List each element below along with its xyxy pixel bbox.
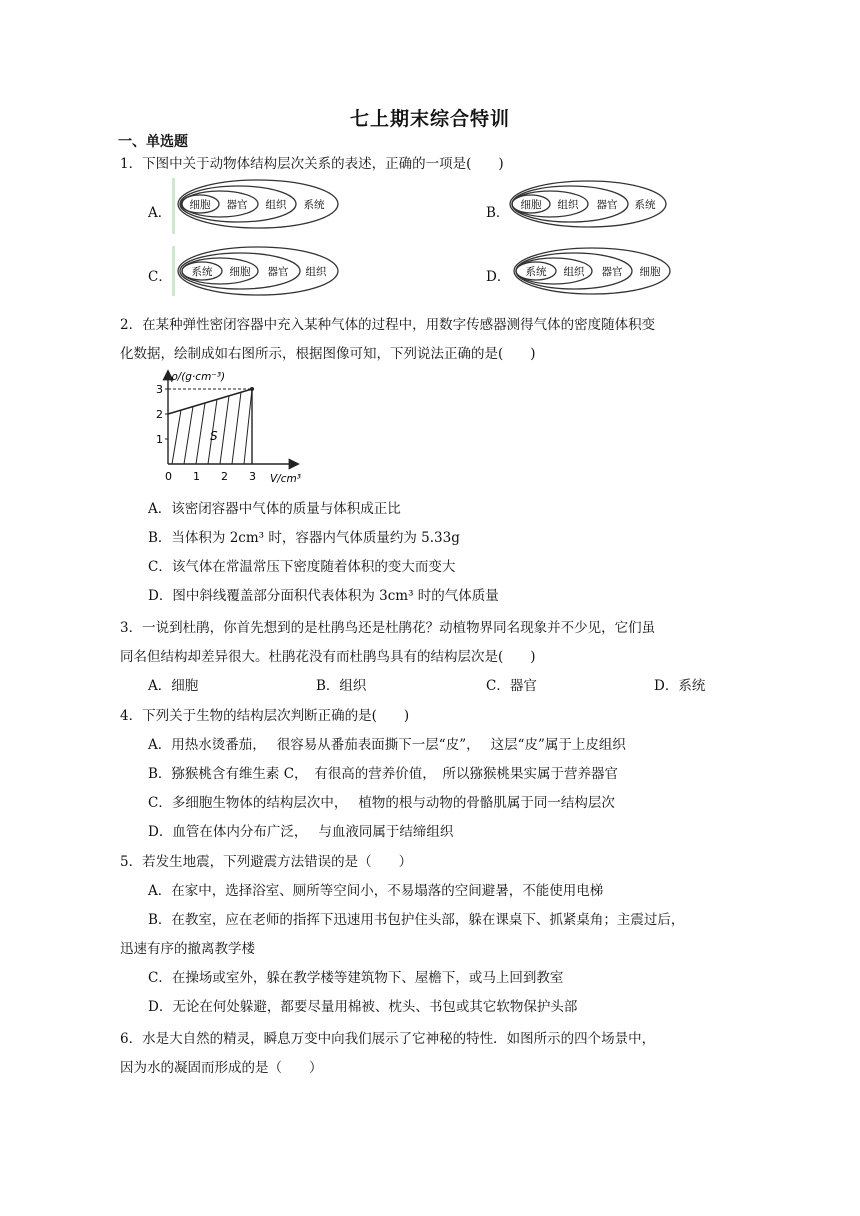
ring-4-text: 系统 (303, 199, 325, 211)
section-heading: 一、单选题 (118, 134, 188, 150)
q5-option-a: A．在家中，选择浴室、厕所等空间小，不易塌落的空间避暑，不能使用电梯 (148, 883, 604, 899)
question-3-stem-line2: 同名但结构却差异很大。杜鹃花没有而杜鹃鸟具有的结构层次是( ) (120, 649, 536, 665)
hatch-line (196, 403, 205, 464)
x-tick-label: 0 (165, 470, 172, 483)
question-6-stem-line1: 6．水是大自然的精灵，瞬息万变中向我们展示了它神秘的特性．如图所示的四个场景中， (120, 1031, 656, 1047)
ring-3-text: 器官 (267, 266, 289, 278)
q1-option-b-diagram (506, 178, 670, 234)
ring-3-text: 组织 (265, 199, 287, 211)
ring-3-text: 器官 (601, 266, 623, 278)
page-title: 七上期末综合特训 (349, 108, 510, 130)
hatch-line (172, 410, 181, 464)
ring-2-text: 组织 (563, 266, 585, 278)
x-tick-label: 2 (221, 470, 228, 483)
ring-1-text: 系统 (191, 266, 213, 278)
q4-option-b: B．猕猴桃含有维生素 C， 有很高的营养价值， 所以猕猴桃果实属于营养器官 (148, 766, 619, 782)
q5-option-b-line2: 迅速有序的撤离教学楼 (120, 941, 255, 957)
q1-option-c-diagram (172, 244, 344, 300)
ring-1-text: 系统 (525, 266, 547, 278)
question-3-stem-line1: 3．一说到杜鹃，你首先想到的是杜鹃鸟还是杜鹃花？动植物界同名现象并不少见，它们虽 (120, 620, 656, 636)
hatch-line (220, 396, 229, 464)
q2-option-a: A．该密闭容器中气体的质量与体积成正比 (148, 501, 401, 517)
q1-option-b-label: B． (486, 205, 510, 221)
shaded-area-label: S (210, 429, 218, 443)
q2-option-b: B．当体积为 2cm³ 时，容器内气体质量约为 5.33g (148, 530, 460, 546)
q3-option-b: B．组织 (316, 678, 367, 694)
q1-option-d-label: D． (486, 269, 511, 285)
hatch-line (184, 407, 193, 464)
q3-option-a: A．细胞 (148, 678, 199, 694)
x-tick-label: 3 (249, 470, 256, 483)
question-2-stem-line2: 化数据，绘制成如右图所示，根据图像可知，下列说法正确的是( ) (120, 346, 536, 362)
question-1-stem: 1．下图中关于动物体结构层次关系的表述，正确的一项是( ) (120, 156, 504, 172)
y-tick-label: 2 (156, 408, 163, 421)
q4-option-d: D．血管在体内分布广泛， 与血液同属于结缔组织 (148, 824, 454, 840)
q3-option-d: D．系统 (654, 678, 706, 694)
ring-1-text: 细胞 (520, 199, 542, 211)
q2-option-c: C．该气体在常温常压下密度随着体积的变大而变大 (148, 559, 456, 575)
x-axis-label: V/cm³ (270, 473, 301, 485)
question-6-stem-line2: 因为水的凝固而形成的是（ ） (120, 1060, 323, 1076)
q4-option-c: C．多细胞生物体的结构层次中， 植物的根与动物的骨骼肌属于同一结构层次 (148, 795, 615, 811)
y-tick-label: 3 (156, 383, 163, 396)
q4-option-a: A．用热水烫番茄， 很容易从番茄表面撕下一层“皮”， 这层“皮”属于上皮组织 (148, 737, 626, 753)
ring-1-text: 细胞 (189, 199, 211, 211)
q5-option-c: C．在操场或室外，躲在教学楼等建筑物下、屋檐下，或马上回到教室 (148, 970, 564, 986)
q5-option-d: D．无论在何处躲避，都要尽量用棉被、枕头、书包或其它软物保护头部 (148, 999, 578, 1015)
ring-3-text: 器官 (596, 199, 618, 211)
q3-option-c: C．器官 (486, 678, 537, 694)
q1-option-d-diagram (510, 244, 674, 300)
ring-4-text: 细胞 (639, 266, 661, 278)
q1-option-a-label: A． (148, 205, 172, 221)
question-2-stem-line1: 2．在某种弹性密闭容器中充入某种气体的过程中，用数字传感器测得气体的密度随体积变 (120, 317, 656, 333)
ring-2-text: 组织 (557, 199, 579, 211)
ring-2-text: 细胞 (229, 266, 251, 278)
y-tick-label: 1 (156, 433, 163, 446)
hatch-line (244, 389, 252, 464)
ring-4-text: 组织 (305, 266, 327, 278)
y-axis-label: ρ/(g·cm⁻³) (171, 371, 226, 383)
hatch-line (232, 392, 241, 464)
ring-4-text: 系统 (634, 199, 656, 211)
q1-option-c-label: C． (148, 269, 172, 285)
x-tick-label: 1 (193, 470, 200, 483)
end-point (250, 387, 254, 391)
q1-option-a-diagram (172, 178, 344, 234)
ring-2-text: 器官 (226, 199, 248, 211)
q2-option-d: D．图中斜线覆盖部分面积代表体积为 3cm³ 时的气体质量 (148, 588, 499, 604)
q5-option-b-line1: B．在教室，应在老师的指挥下迅速用书包护住头部，躲在课桌下、抓紧桌角；主震过后， (148, 912, 685, 928)
question-5-stem: 5．若发生地震，下列避震方法错误的是（ ） (120, 854, 413, 870)
density-volume-chart (150, 368, 310, 488)
question-4-stem: 4．下列关于生物的结构层次判断正确的是( ) (120, 708, 410, 724)
